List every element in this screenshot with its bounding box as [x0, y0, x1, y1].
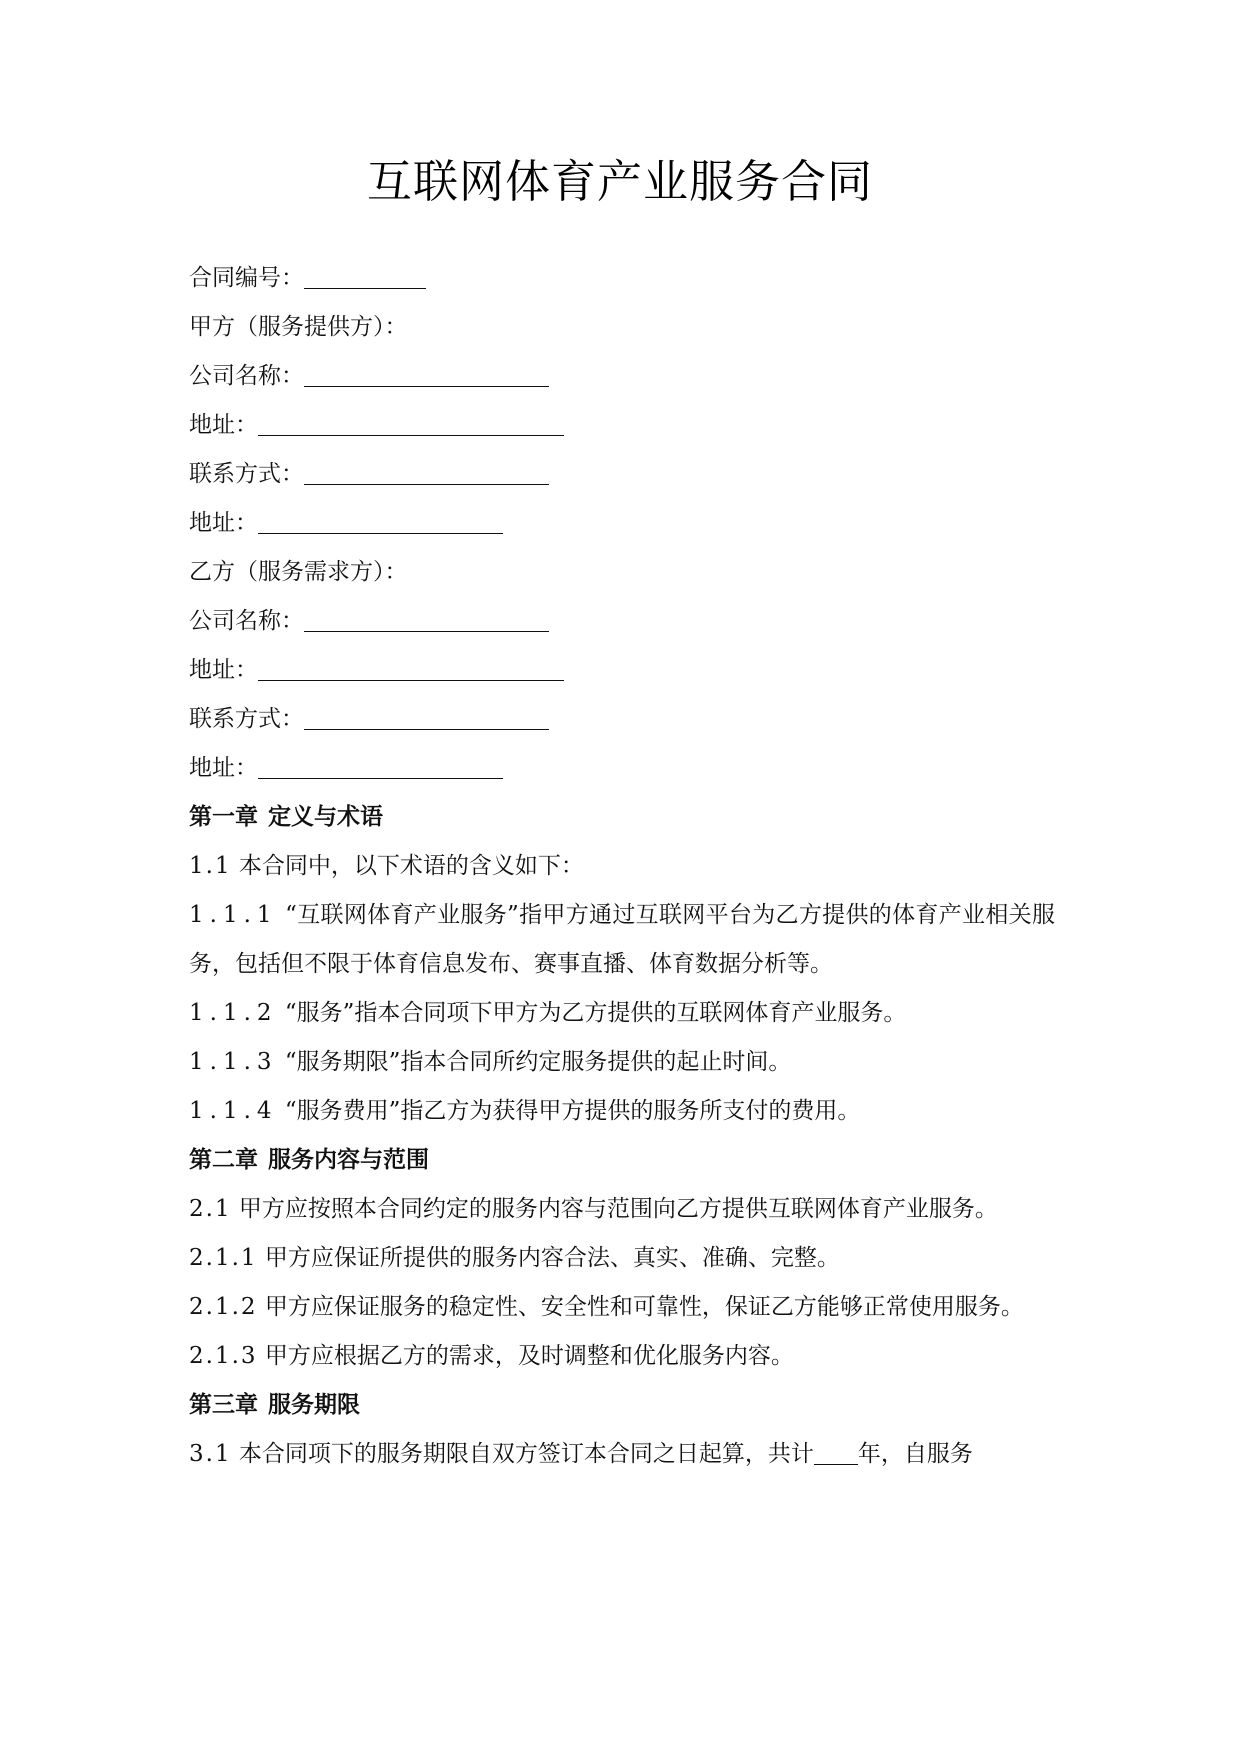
service-years-blank[interactable] — [814, 1430, 858, 1465]
chapter-3-heading — [189, 1381, 1055, 1430]
clause-text: 甲方应保证服务的稳定性、安全性和可靠性，保证乙方能够正常使用服务。 — [264, 1294, 1024, 1320]
party-b-address-blank[interactable] — [258, 646, 564, 681]
clause-1-1-2 — [189, 989, 1055, 1038]
party-a-contact-blank[interactable] — [304, 450, 549, 485]
clause-text: 甲方应保证所提供的服务内容合法、真实、准确、完整。 — [264, 1245, 840, 1271]
chapter-title: 服务期限 — [268, 1392, 360, 1418]
party-a-label: 甲方（服务提供方）： — [189, 314, 408, 340]
party-b-address2-blank[interactable] — [258, 744, 503, 779]
clause-text: 年，自服务 — [857, 1441, 973, 1467]
contact-label: 联系方式： — [189, 461, 304, 487]
clause-text: 本合同项下的服务期限自双方签订本合同之日起算，共计 — [238, 1441, 814, 1467]
clause-1-1-1 — [189, 891, 1055, 989]
company-name-label: 公司名称： — [189, 608, 304, 634]
contract-number-label: 合同编号： — [189, 265, 304, 291]
chapter-number: 第一章 — [189, 804, 258, 830]
party-b-address2-row — [189, 744, 1055, 793]
clause-text: “服务费用”指乙方为获得甲方提供的服务所支付的费用。 — [284, 1098, 861, 1124]
party-a-address2-blank[interactable] — [258, 499, 503, 534]
document-title: 互联网体育产业服务合同 — [366, 155, 873, 208]
chapter-title: 服务内容与范围 — [268, 1147, 429, 1173]
address-label: 地址： — [189, 657, 258, 683]
party-b-label: 乙方（服务需求方）： — [189, 559, 408, 585]
clause-2-1-2 — [189, 1283, 1055, 1332]
clause-number: 1.1.1 — [189, 902, 278, 928]
clause-1-1-4 — [189, 1087, 1055, 1136]
clause-number: 1.1.4 — [189, 1098, 278, 1124]
party-a-contact-row — [189, 450, 1055, 499]
clause-number: 3.1 — [189, 1441, 232, 1467]
clause-number: 1.1.2 — [189, 1000, 278, 1026]
party-b-company-row — [189, 597, 1055, 646]
clause-text: “服务”指本合同项下甲方为乙方提供的互联网体育产业服务。 — [284, 1000, 907, 1026]
address-label: 地址： — [189, 755, 258, 781]
company-name-label: 公司名称： — [189, 363, 304, 389]
chapter-number: 第三章 — [189, 1392, 258, 1418]
party-a-company-row — [189, 352, 1055, 401]
clause-number: 2.1.2 — [189, 1294, 258, 1320]
clause-number: 1.1 — [189, 853, 232, 879]
party-b-company-blank[interactable] — [304, 597, 549, 632]
chapter-1-heading — [189, 793, 1055, 842]
contact-label: 联系方式： — [189, 706, 304, 732]
party-a-company-blank[interactable] — [304, 352, 549, 387]
clause-number: 2.1.1 — [189, 1245, 258, 1271]
clause-2-1-1 — [189, 1234, 1055, 1283]
clause-text: 甲方应按照本合同约定的服务内容与范围向乙方提供互联网体育产业服务。 — [238, 1196, 998, 1222]
contract-number-row — [189, 254, 1055, 303]
party-a-address-row — [189, 401, 1055, 450]
clause-number: 2.1 — [189, 1196, 232, 1222]
clause-text: “互联网体育产业服务”指甲方通过互联网平台为乙方提供的体育产业相关服务，包括但不限于体育信息发布、赛事直播、体育数据分析等。 — [189, 902, 1055, 977]
clause-3-1 — [189, 1430, 1055, 1479]
address-label: 地址： — [189, 510, 258, 536]
party-a-address2-row — [189, 499, 1055, 548]
party-b-contact-blank[interactable] — [304, 695, 549, 730]
clause-2-1 — [189, 1185, 1055, 1234]
address-label: 地址： — [189, 412, 258, 438]
clause-text: 本合同中，以下术语的含义如下： — [238, 853, 584, 879]
chapter-2-heading — [189, 1136, 1055, 1185]
clause-number: 1.1.3 — [189, 1049, 278, 1075]
party-a-heading — [189, 303, 1055, 352]
clause-1-1 — [189, 842, 1055, 891]
chapter-title: 定义与术语 — [268, 804, 383, 830]
party-b-contact-row — [189, 695, 1055, 744]
clause-2-1-3 — [189, 1332, 1055, 1381]
chapter-number: 第二章 — [189, 1147, 258, 1173]
clause-1-1-3 — [189, 1038, 1055, 1087]
document-body — [189, 254, 1055, 1479]
contract-number-blank[interactable] — [304, 254, 426, 289]
party-a-address-blank[interactable] — [258, 401, 564, 436]
clause-text: “服务期限”指本合同所约定服务提供的起止时间。 — [284, 1049, 792, 1075]
party-b-address-row — [189, 646, 1055, 695]
clause-number: 2.1.3 — [189, 1343, 258, 1369]
party-b-heading — [189, 548, 1055, 597]
clause-text: 甲方应根据乙方的需求，及时调整和优化服务内容。 — [264, 1343, 794, 1369]
